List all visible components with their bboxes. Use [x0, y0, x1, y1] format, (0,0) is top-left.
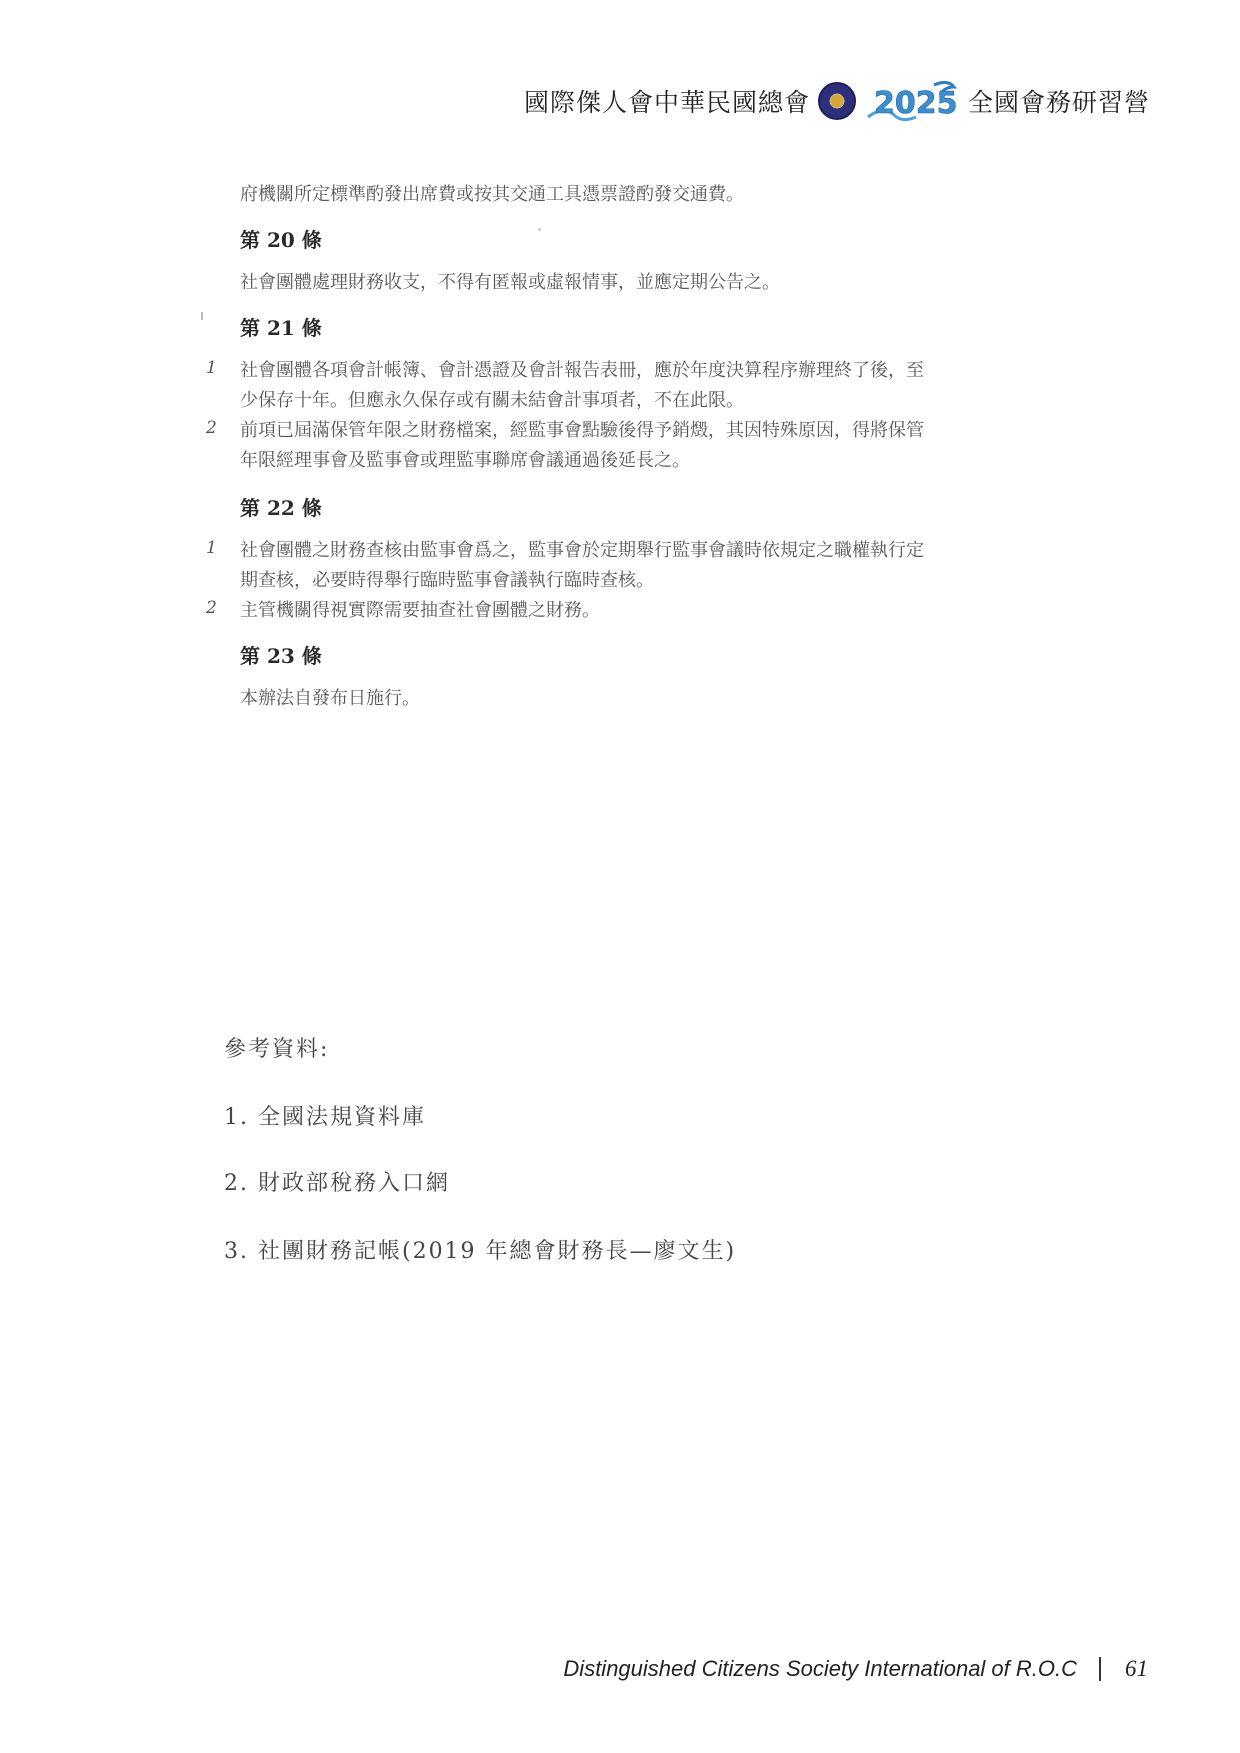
reference-item: 3. 社團財務記帳(2019 年總會財務長—廖文生) — [224, 1239, 737, 1264]
article-23-text: 本辦法自發布日施行。 — [240, 688, 420, 709]
article-20-text: 社會團體處理財務收支，不得有匿報或虛報情事，並應定期公告之。 — [240, 272, 780, 293]
org-seal-icon — [818, 82, 856, 120]
event-name: 全國會務研習營 — [967, 88, 1150, 117]
event-year-logo — [864, 77, 960, 125]
intro-paragraph: 府機關所定標準酌發出席費或按其交通工具憑票證酌發交通費。 — [240, 184, 744, 205]
footer-org-name: Distinguished Citizens Society International of R.O.C — [563, 1656, 1077, 1681]
article-21-item-1: 社會團體各項會計帳簿、會計憑證及會計報告表冊，應於年度決算程序辦理終了後，至 少保存十年。但應永久保存或有關未結會計事項者，不在此限。 — [240, 360, 924, 411]
article-21-item-2: 前項已屆滿保管年限之財務檔案，經監事會點驗後得予銷燬，其因特殊原因，得將保管 年限經理事會及監事會或理監事聯席會議通過後延長之。 — [240, 420, 924, 471]
article-21-title: 第 21 條 — [240, 316, 322, 340]
item-number: 2 — [206, 598, 217, 618]
article-22-item-2: 主管機關得視實際需要抽查社會團體之財務。 — [240, 600, 600, 621]
reference-item: 1. 全國法規資料庫 — [224, 1105, 426, 1130]
scan-artifact — [538, 228, 541, 231]
page-footer — [563, 1656, 1148, 1682]
article-22-title: 第 22 條 — [240, 496, 322, 520]
references-heading: 參考資料: — [224, 1037, 330, 1062]
item-number: 1 — [206, 538, 217, 558]
article-22-item-1: 社會團體之財務查核由監事會爲之，監事會於定期舉行監事會議時依規定之職權執行定 期查核，必要時得舉行臨時監事會議執行臨時查核。 — [240, 540, 924, 591]
item-number: 2 — [206, 418, 217, 438]
page-header — [524, 78, 1150, 124]
article-23-title: 第 23 條 — [240, 644, 322, 668]
reference-item: 2. 財政部稅務入口網 — [224, 1171, 450, 1196]
scan-artifact — [201, 312, 203, 320]
footer-divider — [1099, 1657, 1101, 1681]
item-number: 1 — [206, 358, 217, 378]
page-number: 61 — [1125, 1656, 1148, 1681]
org-name: 國際傑人會中華民國總會 — [523, 88, 810, 117]
article-20-title: 第 20 條 — [240, 228, 322, 252]
event-year: 2025 — [873, 86, 958, 121]
